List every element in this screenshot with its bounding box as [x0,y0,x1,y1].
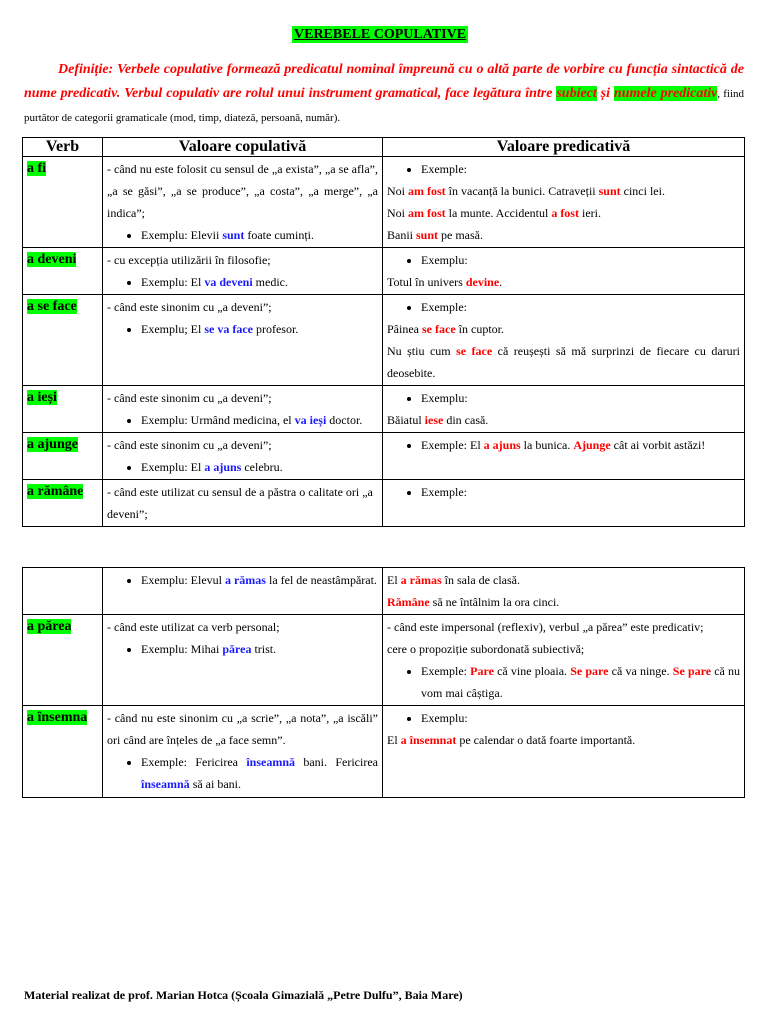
verb-cell [23,615,103,706]
highlight-subiect: subiect [556,85,597,101]
example-text: Nu știu cum [387,344,457,358]
verb-label: a însemna [27,710,88,725]
copulative-condition: - cu excepția utilizării în filosofie; [107,253,271,267]
example-keyword: înseamnă [246,755,295,769]
table-row-a-insemna [23,706,745,798]
example-keyword: a fost [551,206,579,220]
example-text: bani. Fericirea [295,755,378,769]
header-copulative: Valoare copulativă [103,138,383,157]
definition-paragraph [24,58,744,131]
predicative-example [387,180,740,202]
example-keyword: devine [465,275,500,289]
table-row-a-ramane [23,480,745,527]
copulative-cell [103,480,383,527]
definition-conj: și [596,85,614,101]
verb-label: a rămâne [27,484,84,499]
example-text: să ai bani. [189,777,242,791]
example-keyword: am fost [408,184,446,198]
verb-cell [23,433,103,480]
table-row-a-iesi [23,386,745,433]
example-keyword: a însemnat [400,733,457,747]
predicative-label: • Exemplu: [421,387,740,409]
predicative-example [387,729,740,751]
example-text: din casă. [443,413,489,427]
verb-label: a fi [27,161,47,176]
table-row-a-ramane-continued [23,568,745,615]
example-text: să ne întâlnim la ora cinci. [429,595,560,609]
page-title: VEREBELE COPULATIVE [294,27,467,42]
example-keyword: a rămas [400,573,442,587]
copulative-example [141,409,378,431]
example-keyword: se face [456,344,493,358]
example-keyword: părea [222,642,252,656]
copulative-condition: - când nu este sinonim cu „a scrie”, „a nota”, „a iscăli” ori când are înțeles de „a face semn”. [107,711,378,747]
verbs-table-page2 [22,567,745,798]
copulative-condition: - când este sinonim cu „a deveni”; [107,438,272,452]
verb-cell [23,248,103,295]
copulative-example [141,456,378,478]
predicative-label: • Exemple: [421,158,740,180]
predicative-example [387,569,740,591]
copulative-condition: - când nu este folosit cu sensul de „a exista”, „a se afla”, „a se găsi”, „a se produce”, „a costa”, „a merge”, „a indica”; [107,162,378,220]
example-text: Pâinea [387,322,422,336]
copulative-cell [103,157,383,248]
example-keyword: va ieși [294,413,327,427]
example-text: celebru. [241,460,283,474]
example-text: la munte. Accidentul [445,206,552,220]
copulative-cell [103,706,383,798]
example-text: Banii [387,228,416,242]
predicative-label: • Exemplu: [421,707,740,729]
predicative-example [387,202,740,224]
example-text: Băiatul [387,413,425,427]
copulative-example [141,751,378,795]
copulative-condition: - când este utilizat cu sensul de a păstra o calitate ori „a deveni”; [107,485,373,521]
example-text: Exemplu: El [141,275,205,289]
copulative-cell [103,568,383,615]
predicative-cell [383,295,745,386]
copulative-cell [103,615,383,706]
example-text: pe calendar o dată foarte importantă. [456,733,636,747]
footer-credit: Material realizat de prof. Marian Hotca (Școala Gimazială „Petre Dulfu”, Baia Mare) [24,988,463,1002]
example-text: ieri. [578,206,601,220]
verbs-table-page1 [22,137,745,527]
copulative-example [141,638,378,660]
example-keyword: sunt [222,228,245,242]
verb-cell [23,706,103,798]
predicative-example [421,434,740,456]
example-keyword: a ajuns [483,438,521,452]
definition-text: Definiție: Verbele copulative formează predicatul nominal împreună cu o altă parte de vorbire cu funcția sintactică de nume predicativ. Verbul copulativ are rolul unui instrument gramatical, face legătura între [24,62,744,101]
example-text: Exemplu: Elevul [141,573,225,587]
predicative-cell [383,480,745,527]
header-predicative: Valoare predicativă [383,138,745,157]
example-text: că vine ploaia. [493,664,571,678]
example-keyword: iese [424,413,444,427]
predicative-cell [383,433,745,480]
predicative-cell [383,615,745,706]
table-header-row [23,138,745,157]
example-text: Exemplu: Mihai [141,642,223,656]
example-text: Exemplu: Urmând medicina, el [141,413,295,427]
verb-label: a se face [27,299,77,314]
verb-label: a deveni [27,252,77,267]
predicative-example [387,224,740,246]
example-text: profesor. [252,322,299,336]
verb-label: a ieși [27,390,57,405]
copulative-cell [103,248,383,295]
example-keyword: Se pare [570,664,609,678]
predicative-example [387,318,740,340]
example-text: medic. [252,275,288,289]
verb-cell [23,480,103,527]
predicative-example [387,340,740,384]
copulative-condition: - când este sinonim cu „a deveni”; [107,391,272,405]
example-keyword: se face [422,322,456,336]
verb-cell [23,157,103,248]
example-keyword: sunt [416,228,439,242]
example-text: Exemple: Fericirea [141,755,247,769]
example-text: Noi [387,184,408,198]
example-text: pe masă. [438,228,483,242]
verb-label: a ajunge [27,437,78,452]
example-text: Noi [387,206,408,220]
copulative-example [141,224,378,246]
predicative-cell [383,568,745,615]
example-keyword: Rămâne [387,595,430,609]
example-text: că nu vom mai câștiga. [421,664,741,700]
example-text: cât ai vorbit astăzi! [610,438,706,452]
example-text: că reușești să mă surprinzi de fiecare cu daruri deosebite. [387,344,740,380]
predicative-example [387,271,740,293]
example-keyword: a ajuns [204,460,242,474]
example-text: la bunica. [520,438,574,452]
header-verb: Verb [23,138,103,157]
example-keyword: a rămas [224,573,266,587]
example-text: foate cuminți. [244,228,314,242]
copulative-example [141,569,378,591]
example-keyword: va deveni [204,275,253,289]
copulative-cell [103,433,383,480]
example-keyword: înseamnă [141,777,190,791]
table-row-a-parea [23,615,745,706]
predicative-example [387,591,740,613]
definition-rest: , fiind purtător de categorii gramaticale (mod, timp, diateză, persoană, număr). [24,87,745,124]
predicative-example [387,409,740,431]
example-keyword: Se pare [672,664,712,678]
copulative-condition: - când este sinonim cu „a deveni”; [107,300,272,314]
predicative-label: • Exemplu: [421,249,740,271]
verb-cell [23,386,103,433]
predicative-cell [383,157,745,248]
example-keyword: Ajunge [573,438,611,452]
example-text: la fel de neastâmpărat. [265,573,377,587]
predicative-condition: - când este impersonal (reflexiv), verbul „a părea” este predicativ; [387,620,704,634]
copulative-cell [103,386,383,433]
example-text: că va ninge. [608,664,673,678]
example-keyword: Pare [470,664,494,678]
table-row-a-ajunge [23,433,745,480]
predicative-label: • Exemple: [421,481,740,503]
example-text: Exemplu: Elevii [141,228,223,242]
example-text: El [387,733,401,747]
example-text: . [499,275,503,289]
example-text: în sala de clasă. [441,573,520,587]
predicative-condition: cere o propoziție subordonată subiectivă; [387,642,585,656]
example-text: Exemplu; El [141,322,205,336]
copulative-example [141,271,378,293]
copulative-example [141,318,378,340]
example-text: Totul în univers [387,275,466,289]
example-text: cinci lei. [620,184,665,198]
copulative-cell [103,295,383,386]
example-text: doctor. [326,413,363,427]
example-text: trist. [251,642,277,656]
predicative-cell [383,706,745,798]
example-keyword: se va face [204,322,253,336]
example-keyword: sunt [598,184,621,198]
predicative-label: • Exemple: [421,296,740,318]
table-row-a-se-face [23,295,745,386]
example-text: El [387,573,401,587]
verb-cell [23,568,103,615]
example-text: în cuptor. [455,322,504,336]
verb-cell [23,295,103,386]
predicative-example [421,660,740,704]
table-row-a-deveni [23,248,745,295]
example-text: Exemple: [421,664,471,678]
predicative-cell [383,386,745,433]
example-text: Exemplu: El [141,460,205,474]
predicative-cell [383,248,745,295]
example-keyword: am fost [408,206,446,220]
verb-label: a părea [27,619,72,634]
example-text: în vacanță la bunici. Catraveții [445,184,599,198]
table-row-a-fi [23,157,745,248]
copulative-condition: - când este utilizat ca verb personal; [107,620,280,634]
example-text: Exemple: El [421,438,484,452]
highlight-nume-predicativ: numele predicativ [613,85,718,101]
